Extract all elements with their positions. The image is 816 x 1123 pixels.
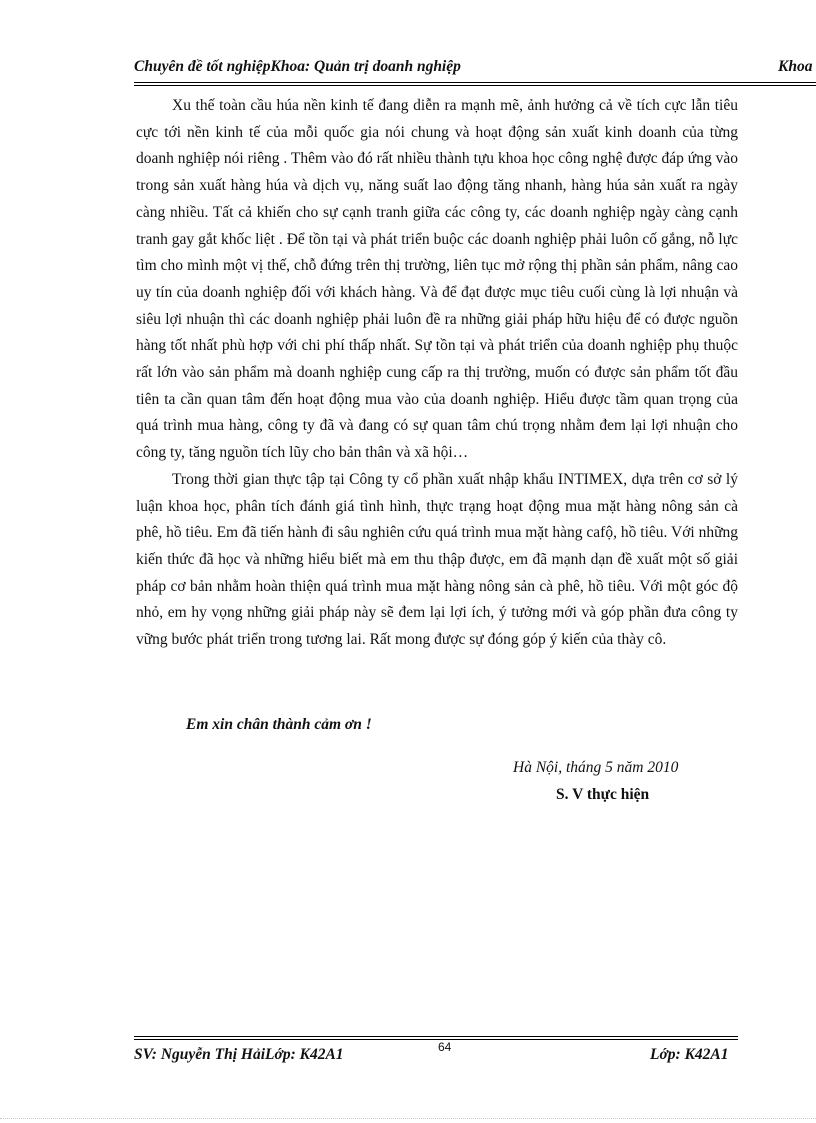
footer-left-text: SV: Nguyễn Thị HảiLớp: K42A1 <box>134 1046 344 1063</box>
page-edge-divider <box>0 1118 816 1119</box>
signature-date: Hà Nội, tháng 5 năm 2010 <box>513 759 679 776</box>
thanks-line: Em xin chân thành cảm ơn ! <box>186 716 372 733</box>
footer-rule <box>134 1039 738 1040</box>
footer-right-text: Lớp: K42A1 <box>650 1046 729 1063</box>
header-rule <box>134 82 816 83</box>
page-number: 64 <box>438 1040 452 1054</box>
paragraph-internship: Trong thời gian thực tập tại Công ty cổ phần xuất nhập khẩu INTIMEX, dựa trên cơ sở lý luận khoa học, phân tích đánh giá tình hình, thực trạng hoạt động mua mặt hàng nông sản cà phê, hồ tiêu. Em đã tiến hành đi sâu nghiên cứu quá trình mua mặt hàng cafộ, hồ tiêu. Với những kiến thức đã học và những hiểu biết mà em thu thập được, em đã mạnh dạn đề xuất một số giải pháp cơ bản nhằm hoàn thiện quá trình mua mặt hàng nông sản cà phê, hồ tiêu. Với một góc độ nhỏ, em hy vọng những giải pháp này sẽ đem lại lợi ích, ý tưởng mới và góp phần đưa công ty vững bước phát triển trong tương lai. Rất mong được sự đóng góp ý kiến của thày cô. <box>136 470 738 649</box>
signature-signer: S. V thực hiện <box>556 786 650 803</box>
page-header <box>134 56 816 82</box>
header-rule-thin <box>134 85 816 86</box>
paragraph-intro: Xu thế toàn cầu húa nền kinh tế đang diễn ra mạnh mẽ, ảnh hưởng cả về tích cực lẫn tiêu cực tới nền kinh tế của mỗi quốc gia nói chung và hoạt động sản xuất kinh doanh của từng doanh nghiệp nói riêng . Thêm vào đó rất nhiều thành tựu khoa học công nghệ được đáp ứng vào trong sản xuất hàng húa và dịch vụ, năng suất lao động tăng nhanh, hàng húa sản xuất ra ngày càng nhiều. Tất cả khiến cho sự cạnh tranh giữa các công ty, các doanh nghiệp ngày càng cạnh tranh gay gắt khốc liệt . Để tồn tại và phát triển buộc các doanh nghiệp phải luôn cố gắng, nỗ lực tìm cho mình một vị thế, chỗ đứng trên thị trường, liên tục mở rộng thị phần sản phẩm, nâng cao uy tín của doanh nghiệp đối với khách hàng. Và để đạt được mục tiêu cuối cùng là lợi nhuận và siêu lợi nhuận thì các doanh nghiệp phải luôn đề ra những giải pháp hữu hiệu để có được nguồn hàng tốt nhất phù hợp với chi phí thấp nhất. Sự tồn tại và phát triển của doanh nghiệp phụ thuộc rất lớn vào sản phẩm mà doanh nghiệp cung cấp ra thị trường, muốn có được sản phẩm tốt đầu tiên ta cần quan tâm đến hoạt động mua vào của doanh nghiệp. Hiểu được tầm quan trọng của quá trình mua hàng, công ty đã và đang có sự quan tâm chú trọng nhằm đem lại lợi nhuận cho công ty, tăng nguồn tích lũy cho bản thân và xã hội… <box>136 97 738 462</box>
body-text <box>136 93 738 654</box>
header-right-text: Khoa <box>778 58 813 75</box>
header-left-text: Chuyên đề tốt nghiệpKhoa: Quản trị doanh nghiệp <box>134 58 461 75</box>
footer-rule-thin <box>134 1036 738 1037</box>
